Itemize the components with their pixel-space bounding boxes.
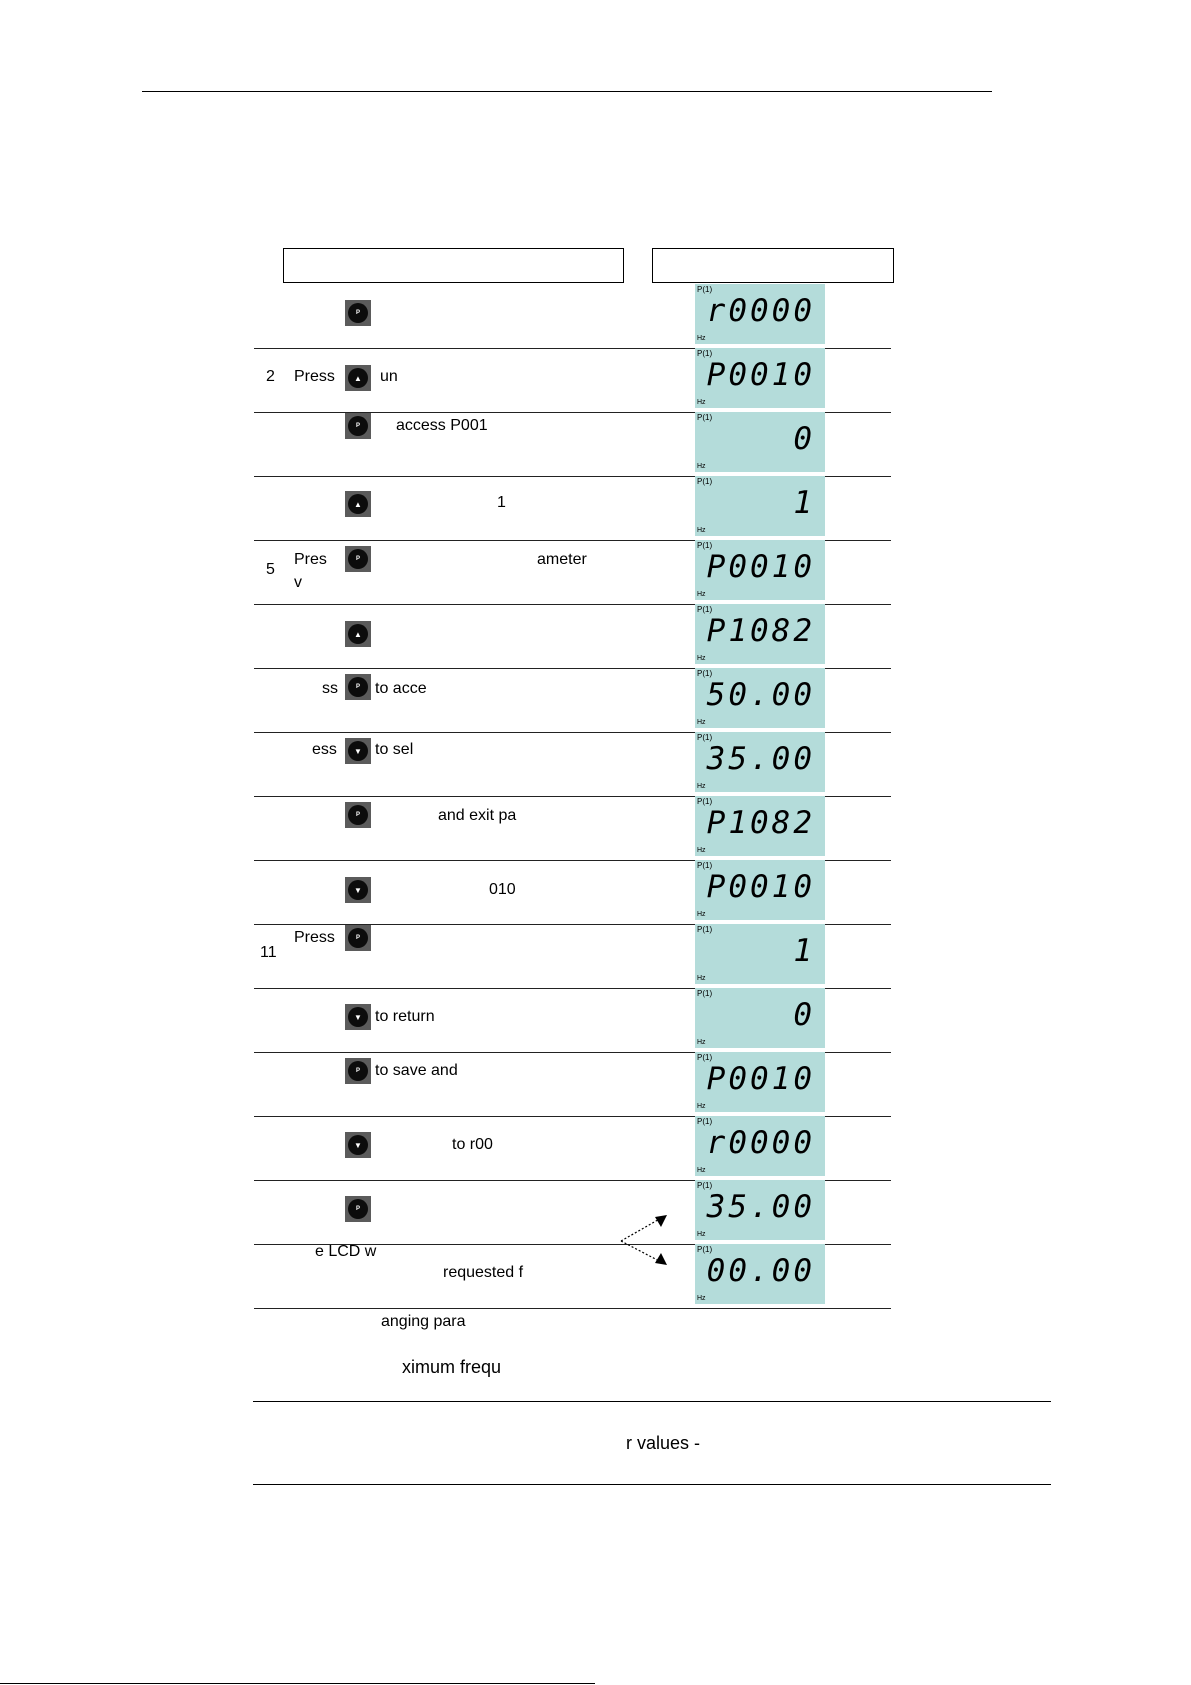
step-text: to r00 <box>452 1136 493 1153</box>
key-glyph: ▼ <box>354 885 362 895</box>
p-key-icon <box>345 674 371 700</box>
key-glyph: P <box>355 1068 360 1074</box>
key-glyph: ▼ <box>354 746 362 756</box>
step-text-lead: ess <box>312 741 337 758</box>
key-glyph: ▲ <box>354 499 362 509</box>
key-glyph: ▲ <box>354 629 362 639</box>
lcd-parameter-set-label: P(1) <box>697 541 713 550</box>
lcd-readout: 35.00 <box>706 1189 815 1225</box>
lcd-readout: P1082 <box>706 805 815 841</box>
down-key-icon <box>345 877 371 903</box>
p-key-icon <box>345 802 371 828</box>
step-number: 11 <box>260 944 277 961</box>
lcd-hz-label: Hz <box>697 1103 706 1110</box>
key-glyph: P <box>355 684 360 690</box>
lcd-display <box>695 924 825 984</box>
top-rule <box>142 91 992 92</box>
up-key-icon <box>345 365 371 391</box>
lcd-readout: 00.00 <box>706 1253 815 1289</box>
lcd-hz-label: Hz <box>697 783 706 790</box>
step-text: access P001 <box>396 417 488 434</box>
p-key-icon <box>345 1196 371 1222</box>
up-key-icon <box>345 621 371 647</box>
step-text-lead: Pres <box>294 551 327 568</box>
key-glyph: ▲ <box>354 373 362 383</box>
lcd-readout: r0000 <box>706 1125 815 1161</box>
lcd-display <box>695 1052 825 1112</box>
lcd-hz-label: Hz <box>697 719 706 726</box>
lcd-parameter-set-label: P(1) <box>697 1245 713 1254</box>
up-key-icon <box>345 491 371 517</box>
step-text: 1 <box>497 494 506 511</box>
step-text: to save and <box>375 1062 458 1079</box>
lcd-parameter-set-label: P(1) <box>697 1117 713 1126</box>
step-text: ameter <box>537 551 587 568</box>
step-text: un <box>380 368 398 385</box>
lcd-parameter-set-label: P(1) <box>697 349 713 358</box>
lcd-display <box>695 732 825 792</box>
p-key-icon <box>345 1058 371 1084</box>
lcd-parameter-set-label: P(1) <box>697 477 713 486</box>
lcd-display <box>695 796 825 856</box>
down-key-icon <box>345 1004 371 1030</box>
step-text: to sel <box>375 741 414 758</box>
lcd-display <box>695 860 825 920</box>
lcd-parameter-set-label: P(1) <box>697 1181 713 1190</box>
lcd-readout: r0000 <box>706 293 815 329</box>
lcd-parameter-set-label: P(1) <box>697 989 713 998</box>
dotted-arrows <box>615 1205 675 1275</box>
step-text: and exit pa <box>438 807 517 824</box>
lcd-display <box>695 1244 825 1304</box>
lcd-hz-label: Hz <box>697 847 706 854</box>
lcd-readout: 0 <box>793 421 815 457</box>
lcd-display <box>695 412 825 472</box>
p-key-icon <box>345 546 371 572</box>
note-line-3: r values - <box>626 1433 701 1453</box>
key-glyph: P <box>355 935 360 941</box>
lcd-hz-label: Hz <box>697 591 706 598</box>
lcd-display <box>695 988 825 1048</box>
lcd-readout: 0 <box>793 997 815 1033</box>
step-text-lead: ss <box>322 680 338 697</box>
lcd-display <box>695 1116 825 1176</box>
lcd-readout: 1 <box>793 485 815 521</box>
lcd-readout: 50.00 <box>706 677 815 713</box>
note-line-2: ximum frequ <box>402 1357 502 1377</box>
step-text-continued: v <box>294 574 302 591</box>
lcd-hz-label: Hz <box>697 911 706 918</box>
p-key-icon <box>345 925 371 951</box>
lcd-readout: P1082 <box>706 613 815 649</box>
key-glyph: P <box>355 1206 360 1212</box>
lcd-display <box>695 284 825 344</box>
step-text: to acce <box>375 680 427 697</box>
lcd-hz-label: Hz <box>697 527 706 534</box>
lcd-display <box>695 348 825 408</box>
lcd-readout: P0010 <box>706 869 815 905</box>
key-glyph: P <box>355 310 360 316</box>
step-text-lead: Press <box>294 368 335 385</box>
lcd-hz-label: Hz <box>697 975 706 982</box>
step-text-lead: Press <box>294 929 335 946</box>
key-glyph: ▼ <box>354 1012 362 1022</box>
down-key-icon <box>345 738 371 764</box>
lcd-readout: P0010 <box>706 357 815 393</box>
lcd-hz-label: Hz <box>697 1295 706 1302</box>
lcd-readout: 35.00 <box>706 741 815 777</box>
key-glyph: P <box>355 423 360 429</box>
step-text-lead: e LCD w <box>315 1243 377 1260</box>
lcd-display <box>695 476 825 536</box>
step-text: to return <box>375 1008 435 1025</box>
lcd-display <box>695 540 825 600</box>
lcd-parameter-set-label: P(1) <box>697 797 713 806</box>
lcd-display <box>695 668 825 728</box>
lcd-display <box>695 604 825 664</box>
step-text: requested f <box>443 1264 524 1281</box>
p-key-icon <box>345 413 371 439</box>
key-glyph: P <box>355 812 360 818</box>
lcd-hz-label: Hz <box>697 1167 706 1174</box>
lcd-parameter-set-label: P(1) <box>697 925 713 934</box>
lcd-hz-label: Hz <box>697 335 706 342</box>
lcd-hz-label: Hz <box>697 1231 706 1238</box>
header-box-display <box>652 248 894 283</box>
header-box-step <box>283 248 624 283</box>
step-number: 2 <box>266 368 275 385</box>
lcd-hz-label: Hz <box>697 1039 706 1046</box>
lcd-parameter-set-label: P(1) <box>697 1053 713 1062</box>
bottom-rule <box>0 1683 595 1684</box>
lcd-parameter-set-label: P(1) <box>697 861 713 870</box>
lcd-readout: P0010 <box>706 1061 815 1097</box>
down-key-icon <box>345 1132 371 1158</box>
lcd-display <box>695 1180 825 1240</box>
step-text: 010 <box>489 881 516 898</box>
lcd-parameter-set-label: P(1) <box>697 605 713 614</box>
lcd-readout: P0010 <box>706 549 815 585</box>
lcd-parameter-set-label: P(1) <box>697 413 713 422</box>
lcd-hz-label: Hz <box>697 463 706 470</box>
lcd-hz-label: Hz <box>697 655 706 662</box>
step-number: 5 <box>266 561 275 578</box>
note-rule-bottom <box>253 1484 1051 1485</box>
lcd-parameter-set-label: P(1) <box>697 285 713 294</box>
note-line-1: anging para <box>381 1313 466 1330</box>
key-glyph: ▼ <box>354 1140 362 1150</box>
lcd-hz-label: Hz <box>697 399 706 406</box>
p-key-icon <box>345 300 371 326</box>
note-rule-top <box>253 1401 1051 1402</box>
lcd-readout: 1 <box>793 933 815 969</box>
lcd-parameter-set-label: P(1) <box>697 669 713 678</box>
key-glyph: P <box>355 556 360 562</box>
lcd-parameter-set-label: P(1) <box>697 733 713 742</box>
